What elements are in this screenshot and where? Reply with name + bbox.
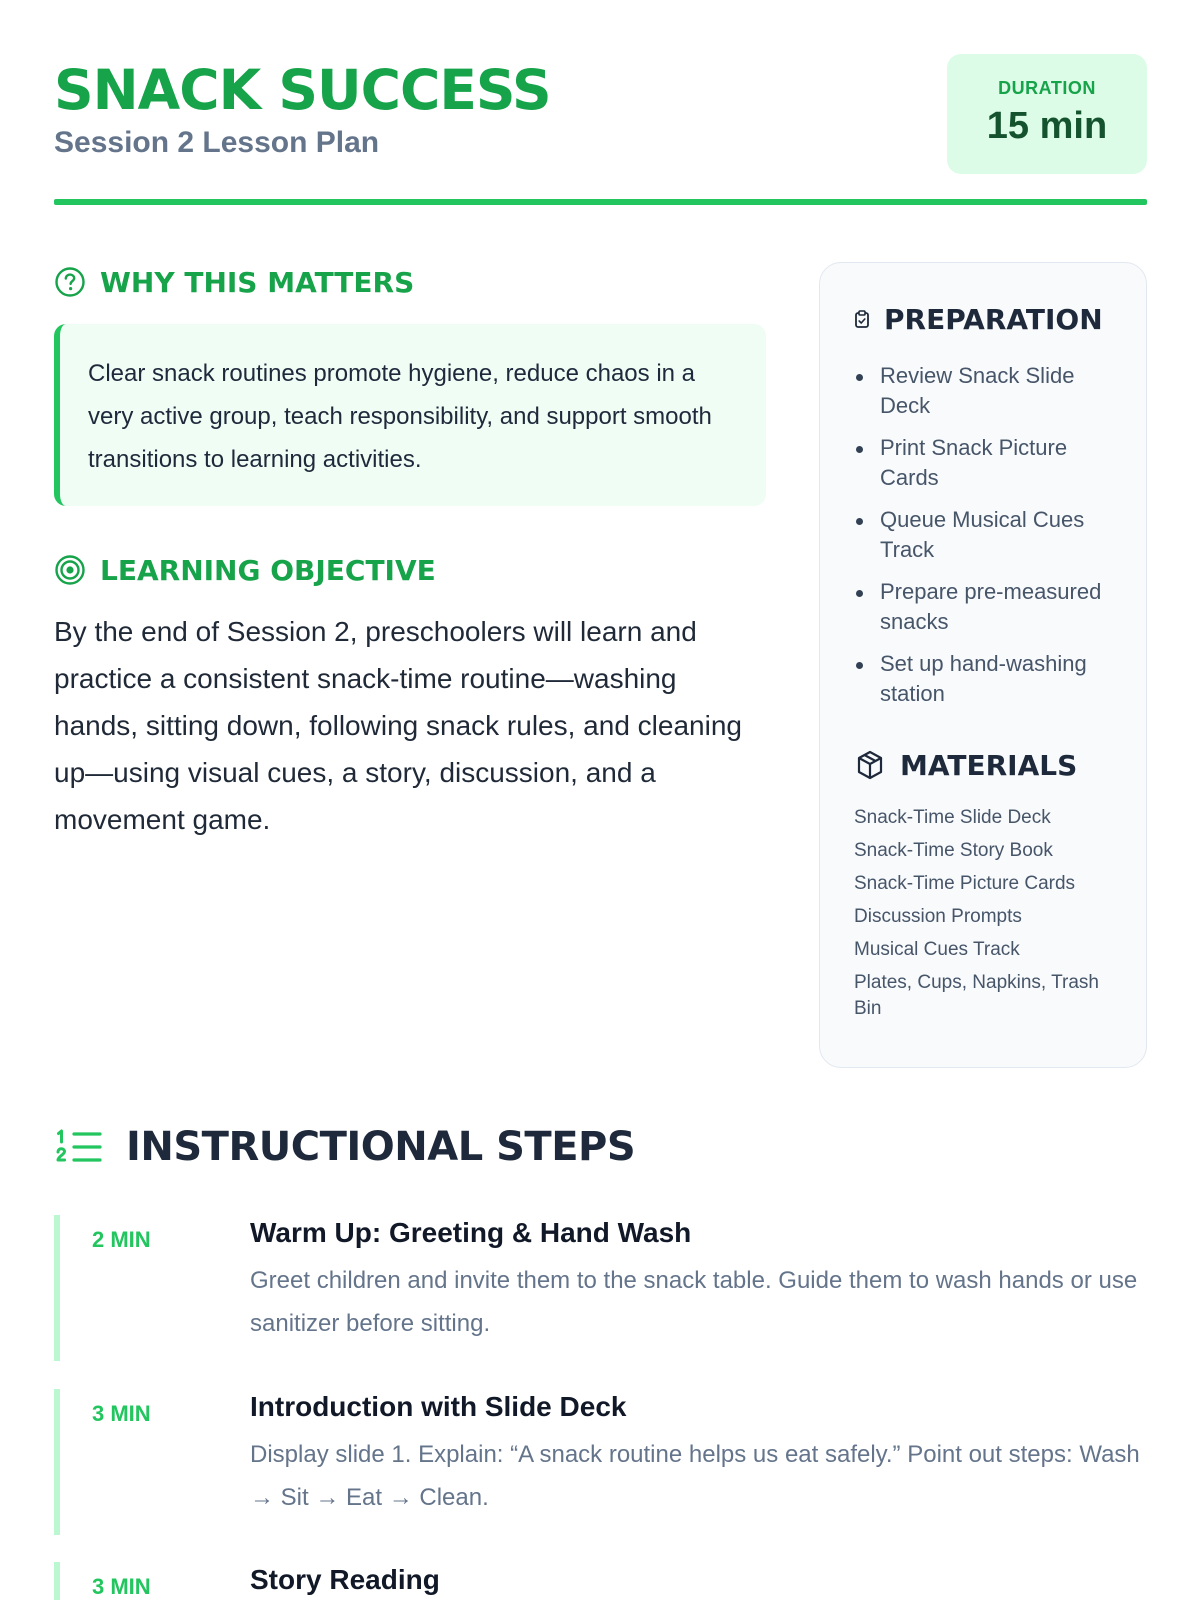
step-title: Warm Up: Greeting & Hand Wash — [250, 1217, 692, 1248]
list-item: Queue Musical Cues Track — [854, 505, 1112, 565]
duration-value: 15 min — [986, 105, 1108, 147]
step-item — [54, 1562, 1147, 1600]
list-item: Snack-Time Picture Cards — [854, 873, 1076, 894]
target-icon — [54, 554, 86, 586]
question-circle-icon — [54, 266, 86, 298]
why-text: Clear snack routines promote hygiene, reduce chaos in a very active group, teach responsibility, and support smooth transitions to learning activities. — [88, 360, 712, 473]
list-item: Musical Cues Track — [854, 939, 1020, 960]
list-item: Snack-Time Story Book — [854, 840, 1053, 861]
step-title: Story Reading — [250, 1564, 440, 1595]
step-description: Display slide 1. Explain: “A snack routine helps us eat safely.” Point out steps: Wash → Sit → Eat → Clean. — [250, 1441, 1140, 1511]
main-column — [54, 262, 766, 843]
objective-text: By the end of Session 2, preschoolers will learn and practice a consistent snack-time routine—washing hands, sitting down, following snack rules, and cleaning up—using visual cues, a story, discussion, and a movement game. — [54, 616, 742, 835]
duration-badge — [947, 54, 1147, 174]
materials-heading — [854, 745, 1112, 785]
step-item — [54, 1389, 1147, 1535]
clipboard-icon — [854, 310, 870, 328]
preparation-heading-label: PREPARATION — [884, 302, 1103, 336]
objective-heading-label: LEARNING OBJECTIVE — [100, 553, 436, 587]
materials-heading-label: MATERIALS — [900, 748, 1078, 782]
box-icon — [854, 749, 886, 781]
list-item: Plates, Cups, Napkins, Trash Bin — [854, 972, 1099, 1019]
step-description: Greet children and invite them to the snack table. Guide them to wash hands or use sanitizer before sitting. — [250, 1267, 1138, 1337]
header-divider — [54, 199, 1147, 205]
step-duration: 2 MIN — [92, 1227, 151, 1252]
list-item: Snack-Time Slide Deck — [854, 807, 1051, 828]
why-heading-label: WHY THIS MATTERS — [100, 265, 415, 299]
materials-list — [854, 805, 1112, 1022]
step-duration: 3 MIN — [92, 1401, 151, 1426]
why-callout — [54, 324, 766, 506]
duration-label: DURATION — [998, 78, 1096, 98]
list-item: Set up hand-washing station — [854, 649, 1112, 709]
page-title: SNACK SUCCESS — [54, 58, 551, 122]
preparation-list — [854, 361, 1112, 709]
step-body — [250, 1215, 1147, 1345]
why-heading — [54, 262, 766, 302]
step-body — [250, 1389, 1147, 1519]
objective-heading — [54, 550, 766, 590]
sidebar-card — [819, 262, 1147, 1068]
step-item — [54, 1215, 1147, 1361]
header — [54, 54, 1147, 174]
step-duration: 3 MIN — [92, 1574, 151, 1599]
step-body — [250, 1562, 1147, 1598]
steps-heading-label: INSTRUCTIONAL STEPS — [126, 1124, 636, 1170]
preparation-heading — [854, 299, 1112, 339]
list-item: Print Snack Picture Cards — [854, 433, 1112, 493]
list-item: Prepare pre-measured snacks — [854, 577, 1112, 637]
list-item: Review Snack Slide Deck — [854, 361, 1112, 421]
steps-heading — [54, 1122, 635, 1172]
page-subtitle: Session 2 Lesson Plan — [54, 126, 380, 159]
numbered-list-icon — [54, 1122, 104, 1172]
step-title: Introduction with Slide Deck — [250, 1391, 627, 1422]
list-item: Discussion Prompts — [854, 906, 1022, 927]
